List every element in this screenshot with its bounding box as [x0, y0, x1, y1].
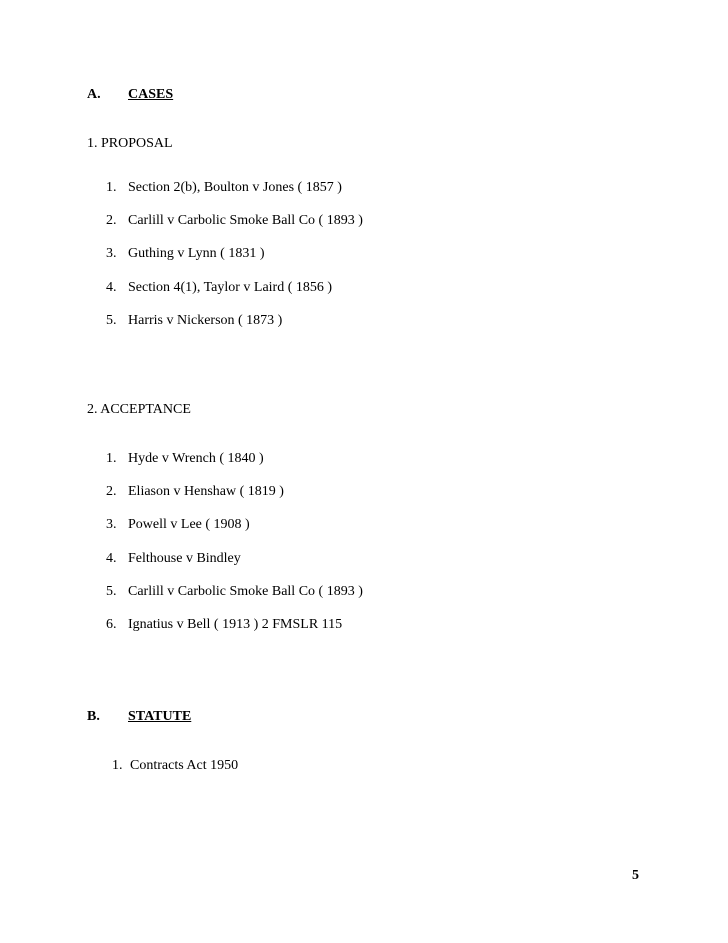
section-b-letter: B.: [87, 709, 100, 724]
section-a-title: CASES: [128, 87, 174, 102]
list-item: 4. Section 4(1), Taylor v Laird ( 1856 ): [106, 279, 333, 295]
proposal-list: [106, 180, 363, 346]
list-item: 5. Harris v Nickerson ( 1873 ): [106, 312, 283, 328]
list-item: 6. Ignatius v Bell ( 1913 ) 2 FMSLR 115: [106, 616, 343, 632]
list-item: 1. Section 2(b), Boulton v Jones ( 1857 ): [106, 180, 342, 195]
list-item: 1. Contracts Act 1950: [112, 758, 239, 773]
section-a-letter: A.: [87, 87, 101, 102]
section-b-title: STATUTE: [128, 709, 192, 724]
list-item: 5. Carlill v Carbolic Smoke Ball Co ( 1893 ): [106, 583, 363, 599]
acceptance-heading: 2. ACCEPTANCE: [87, 402, 191, 417]
list-item: 2. Eliason v Henshaw ( 1819 ): [106, 484, 284, 500]
page-number: 5: [632, 868, 639, 883]
proposal-heading: 1. PROPOSAL: [87, 136, 173, 151]
list-item: 3. Powell v Lee ( 1908 ): [106, 517, 250, 533]
list-item: 1. Hyde v Wrench ( 1840 ): [106, 451, 264, 466]
list-item: 3. Guthing v Lynn ( 1831 ): [106, 246, 265, 262]
list-item: 4. Felthouse v Bindley: [106, 550, 241, 566]
section-a-heading: [87, 87, 173, 103]
acceptance-list: [106, 451, 363, 650]
statute-list: [112, 758, 238, 774]
section-b-heading: [87, 709, 191, 725]
list-item: 2. Carlill v Carbolic Smoke Ball Co ( 1893 ): [106, 213, 363, 229]
